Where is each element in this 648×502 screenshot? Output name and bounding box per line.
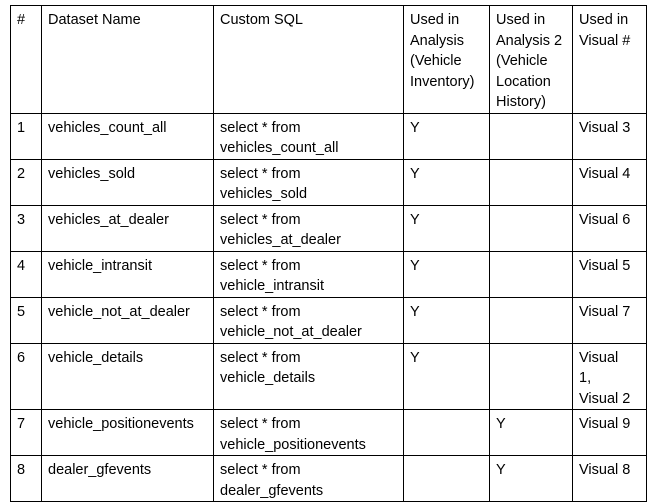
cell-num: 8 [11, 456, 42, 502]
cell-analysis-2 [490, 343, 573, 410]
visual-line: Visual 5 [579, 257, 631, 274]
cell-num: 7 [11, 410, 42, 456]
cell-num: 3 [11, 205, 42, 251]
cell-analysis-1 [404, 456, 490, 502]
cell-num: 5 [11, 297, 42, 343]
cell-visual [573, 159, 647, 205]
cell-custom-sql [214, 205, 404, 251]
header-used-in-visual [573, 6, 647, 114]
cell-num: 1 [11, 113, 42, 159]
visual-line: Visual 8 [579, 462, 631, 478]
table-row [11, 205, 647, 251]
cell-analysis-2 [490, 159, 573, 205]
table-row [11, 159, 647, 205]
cell-num: 4 [11, 251, 42, 297]
header-line: (Vehicle [410, 53, 462, 69]
cell-custom-sql [214, 251, 404, 297]
table-row [11, 410, 647, 456]
sql-line: select * from [220, 257, 301, 274]
cell-custom-sql [214, 297, 404, 343]
cell-visual [573, 456, 647, 502]
visual-line: Visual 2 [579, 390, 631, 407]
header-line: Location [496, 73, 551, 90]
cell-dataset-name: vehicle_intransit [42, 251, 214, 297]
cell-custom-sql [214, 456, 404, 502]
visual-line: Visual [579, 349, 619, 366]
header-line: Visual # [579, 32, 631, 49]
cell-visual [573, 251, 647, 297]
cell-analysis-2: Y [490, 410, 573, 456]
cell-visual [573, 297, 647, 343]
sql-line: select * from [220, 165, 301, 182]
table-row [11, 113, 647, 159]
cell-analysis-2 [490, 251, 573, 297]
cell-dataset-name: dealer_gfevents [42, 456, 214, 502]
header-dataset-name: Dataset Name [42, 6, 214, 114]
cell-analysis-2 [490, 113, 573, 159]
visual-line: Visual 9 [579, 416, 631, 432]
cell-analysis-1: Y [404, 205, 490, 251]
cell-num: 6 [11, 343, 42, 410]
sql-line: select * from [220, 462, 301, 478]
cell-analysis-1: Y [404, 343, 490, 410]
cell-analysis-1: Y [404, 159, 490, 205]
cell-analysis-1: Y [404, 251, 490, 297]
cell-analysis-1: Y [404, 297, 490, 343]
cell-dataset-name: vehicle_details [42, 343, 214, 410]
cell-custom-sql [214, 159, 404, 205]
header-num: # [11, 6, 42, 114]
table-row [11, 456, 647, 502]
visual-line: 1, [579, 370, 592, 386]
cell-dataset-name: vehicle_positionevents [42, 410, 214, 456]
header-row [11, 6, 647, 114]
sql-line: vehicle_not_at_dealer [220, 324, 362, 340]
sql-line: dealer_gfevents [220, 482, 324, 499]
cell-custom-sql [214, 113, 404, 159]
cell-analysis-2: Y [490, 456, 573, 502]
sql-line: select * from [220, 416, 301, 432]
cell-custom-sql [214, 343, 404, 410]
header-line: Used in [579, 12, 629, 28]
cell-dataset-name: vehicles_at_dealer [42, 205, 214, 251]
table-row [11, 343, 647, 410]
visual-line: Visual 4 [579, 165, 631, 182]
cell-dataset-name: vehicle_not_at_dealer [42, 297, 214, 343]
header-line: Inventory) [410, 73, 475, 90]
sql-line: vehicles_count_all [220, 140, 339, 156]
header-line: Analysis [410, 32, 464, 49]
table-row [11, 297, 647, 343]
visual-line: Visual 7 [579, 303, 631, 320]
sql-line: vehicle_positionevents [220, 436, 366, 453]
header-used-in-analysis [404, 6, 490, 114]
header-line: Analysis 2 [496, 32, 563, 49]
visual-line: Visual 3 [579, 119, 631, 136]
cell-visual [573, 343, 647, 410]
cell-num: 2 [11, 159, 42, 205]
cell-analysis-1: Y [404, 113, 490, 159]
cell-visual [573, 205, 647, 251]
cell-custom-sql [214, 410, 404, 456]
cell-dataset-name: vehicles_count_all [42, 113, 214, 159]
cell-visual [573, 113, 647, 159]
cell-analysis-1 [404, 410, 490, 456]
header-line: Used in [496, 12, 546, 28]
header-line: (Vehicle [496, 53, 548, 69]
sql-line: vehicle_details [220, 370, 316, 386]
sql-line: select * from [220, 211, 301, 228]
visual-line: Visual 6 [579, 211, 631, 228]
sql-line: vehicle_intransit [220, 278, 324, 294]
sql-line: select * from [220, 349, 301, 366]
header-line: History) [496, 94, 546, 110]
header-custom-sql: Custom SQL [214, 6, 404, 114]
cell-analysis-2 [490, 205, 573, 251]
cell-analysis-2 [490, 297, 573, 343]
header-used-in-analysis-2 [490, 6, 573, 114]
header-line: Used in [410, 12, 460, 28]
cell-visual [573, 410, 647, 456]
sql-line: vehicles_sold [220, 186, 308, 202]
dataset-table [10, 5, 647, 502]
sql-line: select * from [220, 119, 301, 136]
cell-dataset-name: vehicles_sold [42, 159, 214, 205]
sql-line: select * from [220, 303, 301, 320]
sql-line: vehicles_at_dealer [220, 232, 341, 248]
table-row [11, 251, 647, 297]
